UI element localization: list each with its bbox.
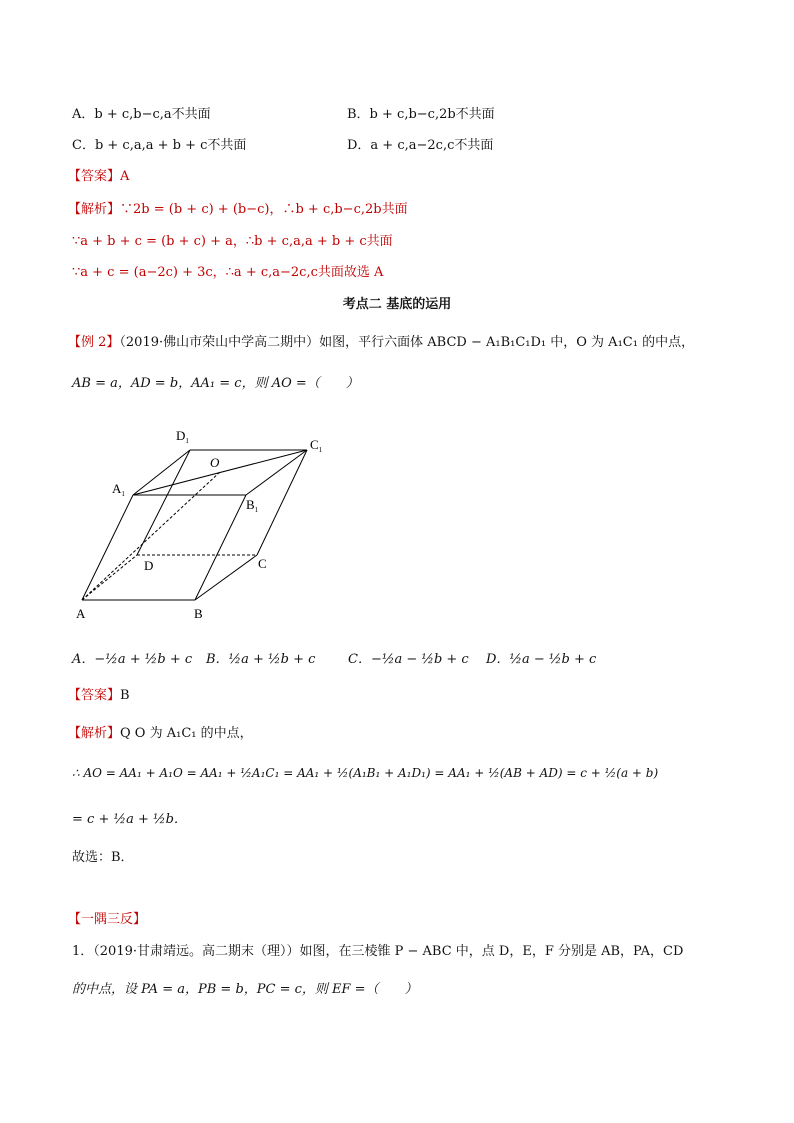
edge-BC (195, 555, 257, 600)
q1-option-c: C．b + c,a,a + b + c不共面 (72, 138, 247, 153)
practice-line2: 的中点，设 PA = a，PB = b，PC = c，则 EF =（ ） (72, 982, 418, 997)
ex2-analysis-line2: ∴ AO = AA₁ + A₁O = AA₁ + ½A₁C₁ = AA₁ + ½(A₁B₁ + A₁D₁) = AA₁ + ½(AB + AD) = c + ½(a + b) (72, 766, 659, 780)
label-C: C (258, 556, 267, 571)
label-D: D (144, 558, 154, 573)
ex2-analysis-line3: = c + ½a + ½b． (72, 812, 187, 827)
practice-tag: 【一隅三反】 (68, 912, 147, 927)
ex2-answer (68, 684, 130, 703)
label-C1: $C_1$ (310, 437, 323, 454)
answer-value: A (120, 169, 130, 184)
q1-analysis-line1 (68, 198, 408, 217)
ex2-option-a: A．−½a + ½b + c (72, 652, 193, 667)
analysis-tag: 【解析】 (68, 726, 121, 741)
edge-AD (82, 555, 137, 600)
q1-option-d: D．a + c,a−2c,c不共面 (347, 138, 494, 153)
edge-AA1 (82, 495, 133, 600)
q1-option-b: B．b + c,b−c,2b不共面 (347, 107, 495, 122)
answer-value: B (120, 688, 130, 703)
analysis-text: ∵2b = (b + c) + (b−c)，∴b + c,b−c,2b共面 (120, 202, 408, 217)
example-tag: 【例 2】 (68, 335, 120, 350)
ex2-analysis-line4: 故选：B． (72, 850, 134, 865)
ex2-option-b: B．½a + ½b + c (206, 652, 316, 667)
example2-line1 (68, 331, 694, 350)
q1-answer (68, 165, 129, 184)
label-B: B (194, 606, 203, 621)
edge-B1C1 (246, 450, 307, 495)
label-O: O (210, 455, 220, 470)
ex2-option-d: D．½a − ½b + c (486, 652, 597, 667)
label-D1: $D_1$ (176, 428, 189, 445)
example2-line2: AB = a，AD = b，AA₁ = c，则 AO =（ ） (72, 376, 359, 391)
practice-line1: 1．（2019·甘肃靖远。高二期末（理））如图，在三棱锥 P − ABC 中，点 D，E，F 分别是 AB，PA，CD (72, 944, 684, 959)
ex2-analysis-line1 (68, 722, 253, 741)
label-B1: $B_1$ (246, 497, 259, 514)
analysis-tag: 【解析】 (68, 202, 121, 217)
edge-BB1 (195, 495, 246, 600)
section-title: 考点二 基底的运用 (342, 297, 452, 312)
ex2-option-c: C．−½a − ½b + c (348, 652, 469, 667)
answer-tag: 【答案】 (68, 169, 121, 184)
edge-A1D1 (133, 450, 190, 495)
answer-tag: 【答案】 (68, 688, 121, 703)
parallelepiped-figure (0, 420, 400, 630)
edge-DD1 (137, 450, 190, 555)
q1-analysis-line2: ∵a + b + c = (b + c) + a，∴b + c,a,a + b + c共面 (72, 234, 393, 249)
label-A1: $A_1$ (112, 481, 125, 498)
analysis-text: Q O 为 A₁C₁ 的中点， (120, 726, 253, 741)
edge-CC1 (257, 450, 307, 555)
label-A: A (76, 606, 86, 621)
q1-analysis-line3: ∵a + c = (a−2c) + 3c，∴a + c,a−2c,c共面故选 A (72, 265, 384, 280)
example-text: （2019·佛山市荣山中学高二期中）如图，平行六面体 ABCD − A₁B₁C₁D₁ 中，O 为 A₁C₁ 的中点， (119, 335, 695, 350)
q1-option-a: A．b + c,b−c,a不共面 (72, 107, 211, 122)
segment-AO (82, 472, 220, 600)
